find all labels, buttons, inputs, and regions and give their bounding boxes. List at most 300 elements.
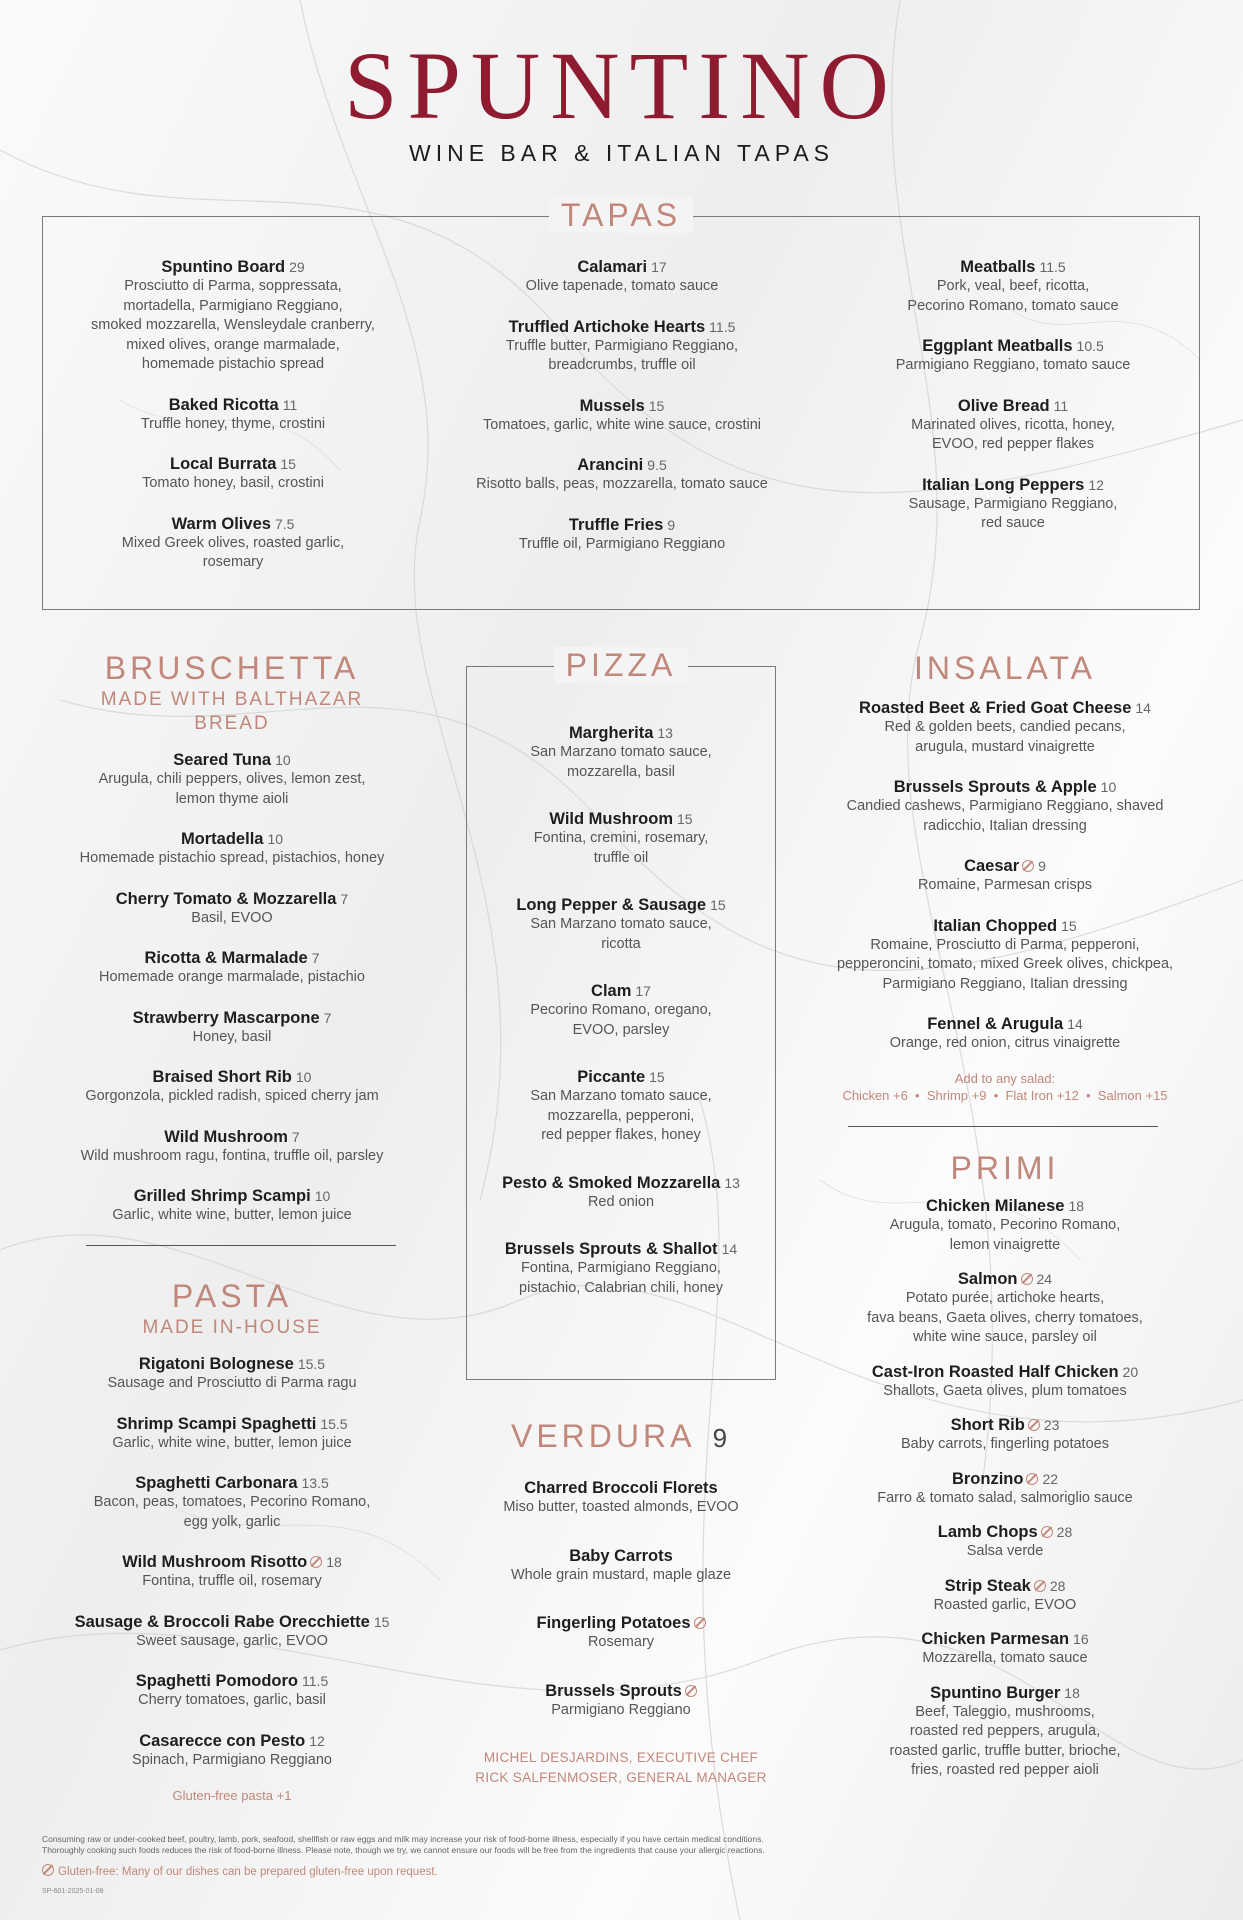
- menu-item-price: 16: [1073, 1631, 1089, 1647]
- menu-item-price: 15: [710, 897, 726, 913]
- menu-item: [830, 1196, 1180, 1255]
- verdura-price: 9: [712, 1423, 732, 1453]
- menu-item: [830, 1269, 1180, 1348]
- menu-item-heading: [62, 1127, 402, 1147]
- menu-item-description: Garlic, white wine, butter, lemon juice: [112, 1434, 352, 1451]
- menu-item-price: 29: [289, 259, 305, 275]
- menu-item-description: Tomatoes, garlic, white wine sauce, crostini: [482, 416, 762, 433]
- menu-item-heading: [853, 396, 1173, 416]
- tapas-box: [42, 197, 1200, 610]
- menu-item-description: Candied cashews, Parmigiano Reggiano, shaved: [846, 798, 1164, 814]
- menu-item-name: Salmon: [957, 1270, 1018, 1288]
- menu-item-heading: [461, 257, 783, 277]
- menu-item: [62, 1671, 402, 1711]
- menu-item: [62, 1127, 402, 1167]
- menu-item-heading: [853, 336, 1173, 356]
- menu-item-price: 9.5: [647, 457, 667, 473]
- menu-item-price: 7: [323, 1009, 332, 1026]
- menu-item-heading: [62, 1552, 402, 1572]
- menu-item-heading: [830, 698, 1180, 718]
- pasta-subtitle: MADE IN-HOUSE: [142, 1317, 322, 1338]
- menu-item: [62, 889, 402, 929]
- menu-item-heading: [62, 889, 402, 909]
- menu-item: [62, 1414, 402, 1454]
- insalata-list: [830, 698, 1180, 1054]
- menu-item-description: Mixed Greek olives, roasted garlic,: [121, 534, 345, 551]
- gluten-free-icon: [1034, 1580, 1046, 1592]
- primi-title: PRIMI: [950, 1150, 1060, 1186]
- menu-item: [461, 257, 783, 297]
- menu-item-description: Wild mushroom ragu, fontina, truffle oil, parsley: [80, 1147, 384, 1164]
- menu-item-description: Homemade orange marmalade, pistachio: [99, 969, 365, 985]
- menu-item-description: EVOO, parsley: [572, 1021, 670, 1038]
- menu-item-heading: [461, 396, 783, 416]
- menu-item: [461, 515, 783, 555]
- tapas-title: TAPAS: [43, 195, 1199, 235]
- menu-item-heading: [473, 895, 769, 915]
- menu-item-heading: [473, 1239, 769, 1259]
- gluten-free-icon: [694, 1617, 706, 1629]
- menu-item-price: 15: [373, 1613, 390, 1630]
- menu-item-description: egg yolk, garlic: [183, 1513, 281, 1530]
- menu-item-name: Calamari: [577, 258, 648, 276]
- bruschetta-list: [62, 750, 402, 1226]
- menu-item: [446, 1613, 796, 1653]
- menu-item-description: Garlic, white wine, butter, lemon juice: [112, 1207, 352, 1223]
- menu-item-description: Romaine, Parmesan crisps: [917, 877, 1093, 893]
- menu-item-name: Clam: [591, 982, 632, 1000]
- menu-item-heading: [461, 455, 783, 475]
- menu-item-description: Orange, red onion, citrus vinaigrette: [889, 1035, 1121, 1051]
- menu-item-name: Eggplant Meatballs: [922, 337, 1073, 355]
- menu-item-name: Strawberry Mascarpone: [132, 1008, 320, 1027]
- menu-item-heading: [830, 777, 1180, 797]
- menu-item: [853, 396, 1173, 455]
- menu-item-name: Italian Long Peppers: [922, 475, 1085, 494]
- menu-item-price: 13: [724, 1174, 740, 1191]
- menu-item-heading: [73, 454, 393, 474]
- insalata-section: [830, 648, 1180, 1104]
- menu-item-name: Lamb Chops: [937, 1523, 1038, 1541]
- menu-item-heading: [62, 750, 402, 770]
- menu-item-price: 12: [1088, 476, 1104, 493]
- menu-item-price: 11.5: [1039, 259, 1066, 275]
- verdura-section: [446, 1416, 796, 1788]
- menu-item-price: 15: [648, 397, 665, 414]
- menu-item: [62, 1186, 402, 1226]
- tapas-col-2: [461, 257, 783, 574]
- menu-item-heading: [853, 475, 1173, 495]
- menu-item-heading: [62, 1414, 402, 1434]
- menu-item-name: Roasted Beet & Fried Goat Cheese: [859, 699, 1132, 717]
- menu-item-description: Bacon, peas, tomatoes, Pecorino Romano,: [93, 1494, 371, 1510]
- gluten-free-icon: [310, 1556, 322, 1568]
- menu-item-description: Roasted garlic, EVOO: [933, 1596, 1077, 1613]
- menu-item-name: Meatballs: [960, 258, 1036, 276]
- menu-item-price: 18: [1064, 1684, 1080, 1701]
- menu-item-description: homemade pistachio spread: [141, 356, 325, 372]
- food-safety-disclaimer: Consuming raw or under-cooked beef, poultry, lamb, pork, seafood, shellfish or raw eggs and milk may increase your risk of food-borne illness, especially if you have certain medical conditions. Thoroughly cooking such foods reduces the risk of food-borne illness. Please note, though we try, we cannot ensure our foods will be free from the ingredients that cause your allergic reactions.: [42, 1834, 765, 1855]
- gluten-free-note: Gluten-free: Many of our dishes can be prepared gluten-free upon request.: [42, 1864, 438, 1878]
- menu-item-description: mixed olives, orange marmalade,: [126, 336, 340, 353]
- menu-item-description: Parmigiano Reggiano, tomato sauce: [895, 357, 1131, 373]
- menu-item-price: 20: [1122, 1363, 1139, 1380]
- menu-item-price: 15: [649, 1069, 665, 1085]
- menu-item-name: Mortadella: [180, 830, 264, 848]
- menu-item-description: Prosciutto di Parma, soppressata,: [124, 278, 342, 294]
- menu-item-heading: [830, 1196, 1180, 1216]
- menu-item: [830, 856, 1180, 896]
- menu-item-heading: [853, 257, 1173, 277]
- pasta-title: PASTA: [171, 1278, 293, 1314]
- menu-item: [830, 1014, 1180, 1054]
- menu-item-heading: [461, 515, 783, 535]
- menu-item-price: 14: [1067, 1016, 1083, 1032]
- bruschetta-subtitle: MADE WITH BALTHAZAR BREAD: [100, 689, 364, 734]
- menu-item: [853, 257, 1173, 316]
- menu-item-description: mortadella, Parmigiano Reggiano,: [123, 297, 343, 314]
- menu-item-description: Truffle butter, Parmigiano Reggiano,: [505, 337, 739, 354]
- menu-item-description: Tomato honey, basil, crostini: [142, 475, 324, 491]
- menu-item-name: Brussels Sprouts & Shallot: [504, 1240, 718, 1258]
- menu-item-heading: [461, 317, 783, 337]
- menu-item-price: 28: [1056, 1524, 1073, 1540]
- menu-item: [62, 829, 402, 869]
- menu-item-price: 15.5: [297, 1356, 326, 1372]
- menu-item: [830, 1469, 1180, 1509]
- menu-item-description: truffle oil: [593, 849, 649, 866]
- menu-item-name: Chicken Parmesan: [921, 1630, 1070, 1648]
- menu-item-heading: [830, 1576, 1180, 1596]
- menu-item-name: Long Pepper & Sausage: [516, 896, 707, 914]
- menu-item-description: Shallots, Gaeta olives, plum tomatoes: [883, 1382, 1127, 1399]
- menu-item-description: fava beans, Gaeta olives, cherry tomatoes,: [867, 1309, 1143, 1326]
- menu-item-description: Sausage and Prosciutto di Parma ragu: [107, 1375, 357, 1391]
- menu-item-description: Fontina, truffle oil, rosemary: [142, 1573, 322, 1589]
- menu-item: [830, 698, 1180, 757]
- menu-item-description: Cherry tomatoes, garlic, basil: [138, 1692, 326, 1708]
- menu-item-heading: [830, 1415, 1180, 1435]
- menu-item-description: mozzarella, basil: [567, 763, 675, 780]
- menu-item-heading: [830, 1269, 1180, 1289]
- menu-item-description: radicchio, Italian dressing: [923, 817, 1087, 834]
- menu-item-price: 12: [309, 1732, 325, 1749]
- menu-item: [830, 916, 1180, 995]
- menu-item-name: Baby Carrots: [569, 1546, 673, 1565]
- menu-item-description: Rosemary: [587, 1634, 655, 1650]
- menu-item: [830, 1629, 1180, 1669]
- menu-item: [62, 1552, 402, 1592]
- menu-item-heading: [473, 1173, 769, 1193]
- menu-item-description: Mozzarella, tomato sauce: [922, 1650, 1088, 1666]
- menu-item-price: 11: [282, 396, 298, 413]
- menu-item: [473, 723, 769, 782]
- menu-item-name: Spuntino Board: [161, 258, 286, 276]
- menu-item-description: Whole grain mustard, maple glaze: [510, 1566, 732, 1583]
- menu-item-price: 17: [635, 983, 651, 999]
- menu-item-name: Ricotta & Marmalade: [144, 949, 308, 967]
- menu-item-price: 24: [1036, 1271, 1053, 1287]
- menu-item-description: EVOO, red pepper flakes: [932, 436, 1094, 452]
- menu-item-heading: [446, 1681, 796, 1701]
- menu-item-heading: [62, 1731, 402, 1751]
- menu-item-name: Olive Bread: [957, 396, 1050, 415]
- menu-item-description: red pepper flakes, honey: [541, 1127, 701, 1143]
- menu-item: [830, 777, 1180, 836]
- menu-item-description: Basil, EVOO: [191, 909, 273, 926]
- tapas-col-3: [853, 257, 1173, 554]
- menu-item-description: Truffle honey, thyme, crostini: [140, 415, 326, 432]
- menu-item-price: 17: [651, 259, 667, 275]
- menu-item: [62, 948, 402, 988]
- menu-item-name: Charred Broccoli Florets: [524, 1479, 718, 1497]
- menu-item-name: Shrimp Scampi Spaghetti: [116, 1414, 317, 1433]
- menu-item-description: Spinach, Parmigiano Reggiano: [132, 1751, 332, 1768]
- menu-item: [473, 895, 769, 954]
- menu-item-name: Italian Chopped: [933, 916, 1058, 935]
- restaurant-name: SPUNTINO: [344, 32, 899, 139]
- menu-item: [62, 750, 402, 809]
- menu-item-name: Braised Short Rib: [152, 1068, 292, 1086]
- menu-item-description: San Marzano tomato sauce,: [530, 916, 712, 932]
- menu-item-description: Arugula, chili peppers, olives, lemon zest,: [98, 771, 366, 787]
- menu-item-description: Honey, basil: [192, 1028, 272, 1045]
- pizza-box: [466, 647, 776, 1380]
- menu-item-heading: [62, 829, 402, 849]
- menu-item-name: Truffled Artichoke Hearts: [508, 317, 706, 336]
- menu-item: [830, 1576, 1180, 1616]
- menu-item-heading: [473, 809, 769, 829]
- gluten-free-icon: [42, 1864, 54, 1876]
- menu-item: [446, 1681, 796, 1721]
- gluten-free-icon: [1028, 1419, 1040, 1431]
- menu-item-heading: [446, 1613, 796, 1633]
- menu-item-heading: [73, 395, 393, 415]
- menu-item-name: Fennel & Arugula: [927, 1015, 1064, 1033]
- menu-item-name: Chicken Milanese: [925, 1197, 1065, 1215]
- menu-item-description: smoked mozzarella, Wensleydale cranberry,: [91, 317, 375, 333]
- menu-item-description: Fontina, Parmigiano Reggiano,: [521, 1260, 721, 1276]
- menu-item: [830, 1522, 1180, 1562]
- menu-item: [446, 1478, 796, 1518]
- menu-item-description: Baby carrots, fingerling potatoes: [901, 1436, 1109, 1452]
- menu-item-price: 10: [1100, 779, 1117, 795]
- tapas-col-1: [73, 257, 393, 593]
- menu-item-description: roasted red peppers, arugula,: [909, 1723, 1101, 1739]
- menu-item-heading: [446, 1478, 796, 1498]
- menu-item-name: Rigatoni Bolognese: [138, 1355, 294, 1373]
- menu-item-description: Sausage, Parmigiano Reggiano,: [908, 495, 1118, 512]
- menu-item-heading: [830, 1362, 1180, 1382]
- menu-item-name: Casarecce con Pesto: [139, 1731, 306, 1750]
- gluten-free-icon: [1021, 1273, 1033, 1285]
- menu-item: [473, 1067, 769, 1146]
- menu-item: [73, 257, 393, 375]
- menu-item-price: 15: [1061, 917, 1077, 934]
- menu-item-description: Farro & tomato salad, salmoriglio sauce: [877, 1489, 1133, 1506]
- menu-item-price: 14: [1135, 700, 1151, 716]
- bruschetta-divider: [86, 1245, 396, 1246]
- menu-item-description: Olive tapenade, tomato sauce: [525, 278, 719, 294]
- pizza-title: PIZZA: [467, 645, 775, 685]
- menu-item-name: Caesar: [964, 857, 1020, 875]
- menu-item-price: 10: [267, 831, 284, 847]
- menu-item-description: fries, roasted red pepper aioli: [911, 1762, 1099, 1778]
- staff-credits: [446, 1748, 796, 1788]
- menu-item-price: 14: [721, 1241, 738, 1257]
- menu-item-description: pistachio, Calabrian chili, honey: [519, 1279, 723, 1296]
- menu-item-price: 18: [326, 1554, 342, 1570]
- menu-item-description: Marinated olives, ricotta, honey,: [911, 416, 1115, 433]
- menu-item-description: Pecorino Romano, oregano,: [530, 1002, 712, 1018]
- menu-item-name: Fingerling Potatoes: [536, 1614, 691, 1632]
- menu-item-name: Margherita: [569, 724, 654, 742]
- menu-item-price: 10: [314, 1188, 331, 1204]
- bruschetta-section: [62, 648, 402, 1246]
- menu-item: [62, 1008, 402, 1048]
- menu-item-heading: [830, 1522, 1180, 1542]
- menu-item-price: 22: [1042, 1470, 1059, 1487]
- menu-item: [473, 1239, 769, 1298]
- salad-addons: Chicken +6 • Shrimp +9 • Flat Iron +12 • Salmon +15: [842, 1087, 1168, 1103]
- menu-item-heading: [830, 1014, 1180, 1034]
- menu-item-heading: [73, 514, 393, 534]
- menu-item: [473, 981, 769, 1040]
- menu-item-name: Strip Steak: [944, 1576, 1031, 1595]
- menu-item-price: 28: [1049, 1577, 1066, 1594]
- menu-item-description: Pecorino Romano, tomato sauce: [907, 297, 1119, 314]
- menu-item-price: 15.5: [320, 1415, 348, 1432]
- menu-item-name: Mussels: [579, 396, 645, 415]
- menu-item-name: Warm Olives: [171, 514, 271, 533]
- menu-item-description: mozzarella, pepperoni,: [547, 1107, 695, 1124]
- menu-item-name: Spaghetti Carbonara: [135, 1474, 298, 1492]
- menu-item: [73, 454, 393, 494]
- menu-item-heading: [62, 1473, 402, 1493]
- menu-item: [62, 1067, 402, 1107]
- verdura-list: [446, 1478, 796, 1720]
- menu-item-name: Spuntino Burger: [930, 1683, 1061, 1702]
- insalata-divider: [848, 1126, 1158, 1127]
- menu-item-heading: [473, 1067, 769, 1087]
- menu-item-price: 7: [340, 890, 349, 907]
- gluten-free-pasta-note: Gluten-free pasta +1: [172, 1788, 292, 1803]
- menu-item-name: Seared Tuna: [173, 751, 272, 769]
- menu-item-description: Parmigiano Reggiano, Italian dressing: [882, 975, 1128, 992]
- menu-item-name: Spaghetti Pomodoro: [135, 1672, 299, 1690]
- menu-item-heading: [62, 1186, 402, 1206]
- menu-item-price: 13: [657, 725, 673, 741]
- menu-item-description: Potato purée, artichoke hearts,: [905, 1290, 1105, 1306]
- menu-item-price: 10: [275, 752, 291, 768]
- menu-item: [62, 1612, 402, 1652]
- menu-item-description: rosemary: [202, 554, 264, 570]
- menu-item: [853, 336, 1173, 376]
- menu-item: [461, 455, 783, 495]
- pasta-section: [62, 1276, 402, 1803]
- menu-item-heading: [73, 257, 393, 277]
- executive-chef: MICHEL DESJARDINS, EXECUTIVE CHEF: [483, 1750, 759, 1765]
- menu-item-price: 10: [295, 1069, 312, 1085]
- gluten-free-icon: [1041, 1526, 1053, 1538]
- menu-item-description: Pork, veal, beef, ricotta,: [936, 278, 1090, 294]
- menu-item-heading: [830, 856, 1180, 876]
- menu-item-price: 9: [667, 516, 676, 533]
- menu-item-name: Sausage & Broccoli Rabe Orecchiette: [74, 1612, 370, 1631]
- menu-item-price: 11.5: [709, 318, 736, 335]
- menu-item-heading: [446, 1546, 796, 1566]
- gluten-free-icon: [1022, 860, 1034, 872]
- insalata-title: INSALATA: [914, 650, 1096, 686]
- primi-list: [830, 1196, 1180, 1781]
- menu-item-heading: [62, 1008, 402, 1028]
- menu-item-description: Fontina, cremini, rosemary,: [533, 830, 709, 846]
- menu-code: SP-601-2025-01-08: [42, 1888, 104, 1895]
- menu-item: [830, 1415, 1180, 1455]
- menu-item-price: 11: [1053, 397, 1069, 414]
- menu-item-description: breadcrumbs, truffle oil: [548, 357, 696, 373]
- menu-item-name: Wild Mushroom: [549, 810, 673, 828]
- menu-item-description: Gorgonzola, pickled radish, spiced cherry jam: [85, 1088, 379, 1104]
- verdura-title: VERDURA 9: [510, 1418, 732, 1454]
- menu-item: [446, 1546, 796, 1586]
- menu-item-name: Cherry Tomato & Mozzarella: [115, 889, 337, 908]
- menu-item-name: Wild Mushroom Risotto: [122, 1553, 308, 1571]
- menu-item-description: ricotta: [601, 935, 641, 952]
- menu-item-heading: [62, 1671, 402, 1691]
- menu-item: [62, 1473, 402, 1532]
- tagline: WINE BAR & ITALIAN TAPAS: [408, 140, 835, 166]
- general-manager: RICK SALFENMOSER, GENERAL MANAGER: [475, 1770, 767, 1785]
- menu-item: [830, 1683, 1180, 1781]
- menu-item: [461, 396, 783, 436]
- menu-item-heading: [830, 1469, 1180, 1489]
- menu-item-description: arugula, mustard vinaigrette: [915, 738, 1095, 755]
- menu-item-price: 10.5: [1076, 338, 1104, 354]
- menu-item-heading: [830, 916, 1180, 936]
- menu-item-description: Beef, Taleggio, mushrooms,: [915, 1703, 1095, 1720]
- menu-item-name: Brussels Sprouts & Apple: [893, 778, 1097, 796]
- menu-item: [853, 475, 1173, 534]
- menu-item-price: 7: [291, 1128, 300, 1145]
- menu-item-description: Miso butter, toasted almonds, EVOO: [503, 1499, 739, 1515]
- primi-section: [830, 1148, 1180, 1795]
- menu-item-description: roasted garlic, truffle butter, brioche,: [889, 1742, 1121, 1759]
- menu-item: [830, 1362, 1180, 1402]
- menu-item-description: Salsa verde: [966, 1543, 1044, 1559]
- menu-item-description: Risotto balls, peas, mozzarella, tomato sauce: [476, 476, 768, 492]
- menu-item-description: red sauce: [981, 515, 1045, 531]
- menu-item-heading: [62, 1354, 402, 1374]
- menu-item-description: lemon thyme aioli: [175, 790, 289, 807]
- menu-item-heading: [830, 1683, 1180, 1703]
- bruschetta-title: BRUSCHETTA: [104, 650, 360, 686]
- menu-item-heading: [62, 1067, 402, 1087]
- menu-item-price: 15: [677, 811, 693, 827]
- menu-item-heading: [473, 981, 769, 1001]
- menu-item: [473, 809, 769, 868]
- menu-item-description: Red & golden beets, candied pecans,: [884, 719, 1126, 735]
- menu-item-name: Bronzino: [951, 1469, 1024, 1488]
- menu-item-price: 7: [311, 950, 320, 966]
- menu-item-name: Cast-Iron Roasted Half Chicken: [871, 1362, 1119, 1381]
- menu-item-description: San Marzano tomato sauce,: [530, 744, 712, 760]
- menu-item: [461, 317, 783, 376]
- menu-item-name: Truffle Fries: [568, 515, 664, 534]
- menu-item: [73, 395, 393, 435]
- menu-item-price: 13.5: [301, 1475, 329, 1491]
- menu-item-name: Baked Ricotta: [168, 395, 279, 414]
